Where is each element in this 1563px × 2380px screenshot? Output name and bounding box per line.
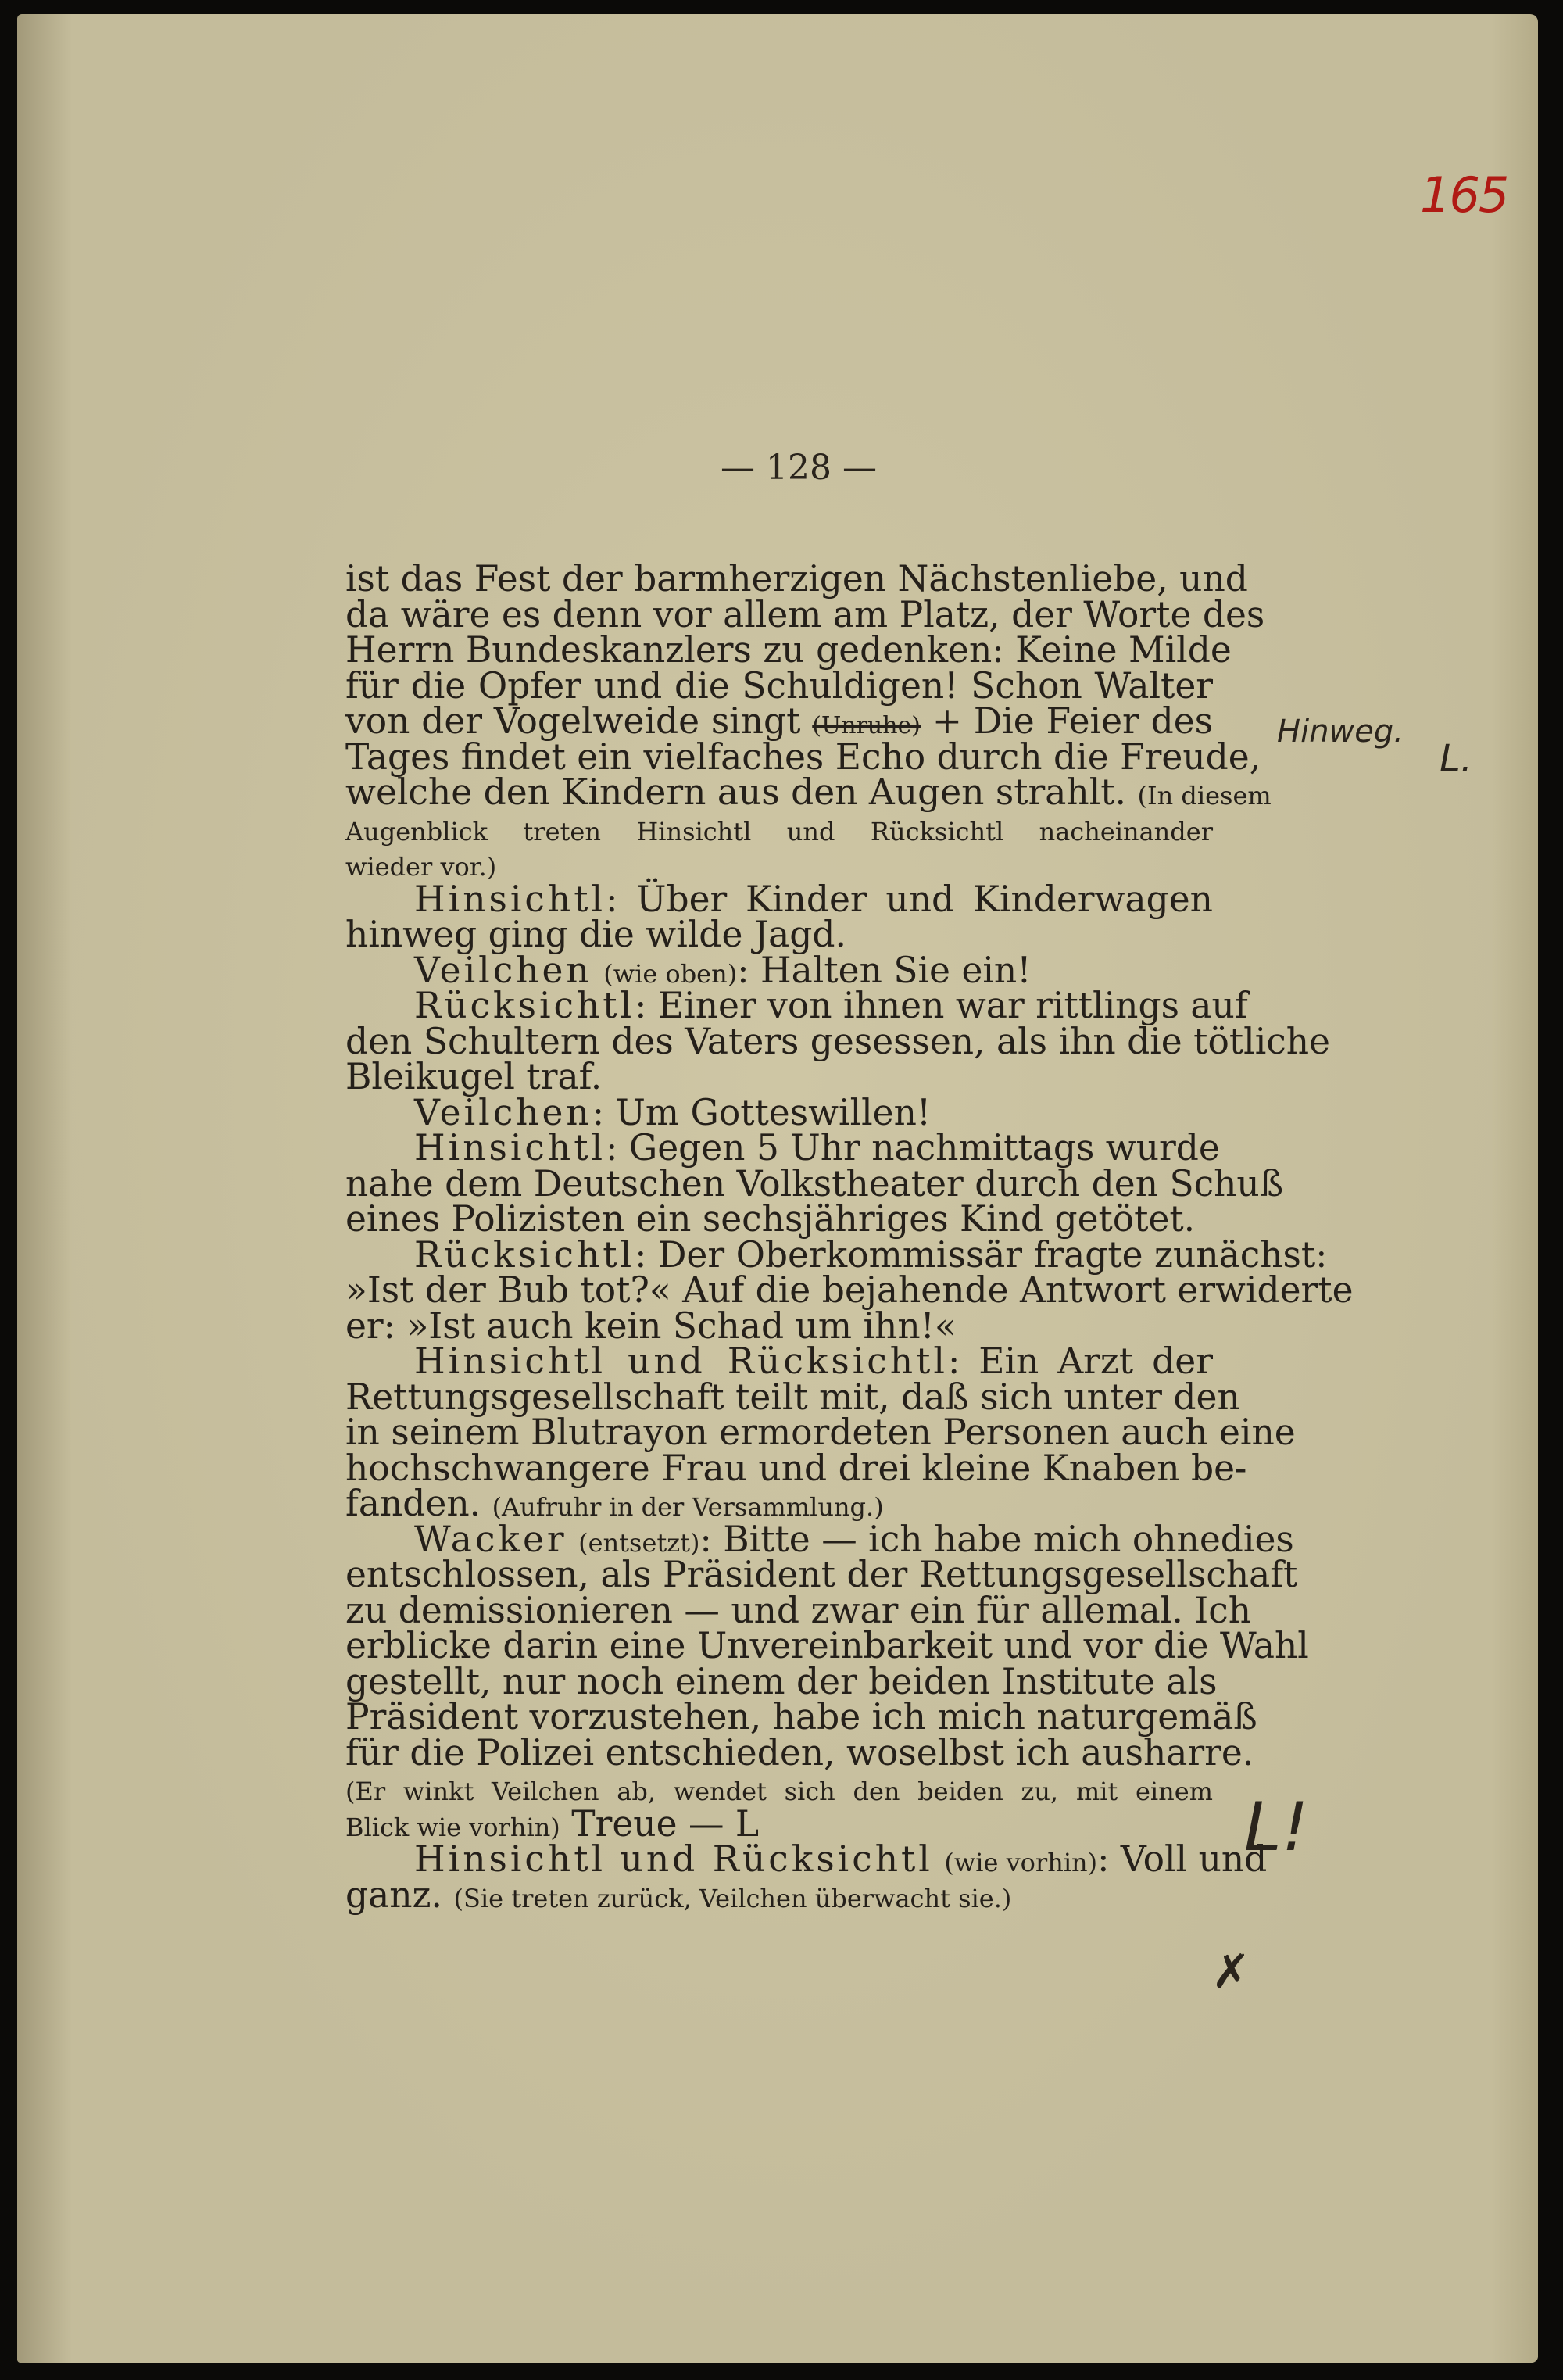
speaker-name: Wacker <box>414 1518 567 1560</box>
stage-direction: (entsetzt) <box>578 1527 700 1558</box>
text-line <box>345 735 1261 778</box>
text-segment: : Bitte — ich habe mich ohnedies <box>699 1518 1294 1560</box>
text-line <box>345 1269 1354 1311</box>
speaker-name: Rücksichtl <box>414 985 635 1026</box>
page-number: — 128 — <box>721 448 877 488</box>
text-segment: : Der Oberkommissär fragte zunächst: <box>635 1233 1328 1276</box>
text-segment: : Gegen 5 Uhr nachmittags wurde <box>606 1127 1220 1169</box>
text-line <box>345 593 1265 635</box>
speaker-name: Veilchen <box>414 949 592 991</box>
stage-direction: wieder vor.) <box>345 852 497 882</box>
text-segment: + Die Feier des <box>921 700 1213 742</box>
text-segment: er: »Ist auch kein Schad um ihn!« <box>345 1305 957 1347</box>
text-line <box>345 1483 1213 1524</box>
text-segment: ganz. <box>345 1874 454 1916</box>
text-line <box>345 1625 1309 1666</box>
text-line <box>345 811 1213 846</box>
stage-direction: (Aufruhr in der Versammlung.) <box>492 1492 884 1522</box>
stage-direction: (wie vorhin) <box>944 1848 1098 1877</box>
text-line <box>345 1696 1257 1738</box>
text-segment: : Einer von ihnen war rittlings auf <box>635 985 1248 1026</box>
text-line <box>345 1660 1218 1702</box>
text-segment: hinweg ging die wilde Jagd. <box>345 914 846 955</box>
speaker-name: Veilchen <box>414 1091 592 1133</box>
folio-number: 165 <box>1420 166 1508 224</box>
stage-direction: Blick wie vorhin) <box>345 1812 560 1842</box>
text-line <box>345 1731 1254 1773</box>
text-line <box>345 1874 1213 1916</box>
text-line <box>345 1233 1328 1276</box>
text-line <box>345 1770 1213 1806</box>
text-segment: gestellt, nur noch einem der beiden Institute als <box>345 1660 1218 1702</box>
text-segment: Bleikugel traf. <box>345 1056 603 1097</box>
stage-direction: (Sie treten zurück, Veilchen überwacht sie.) <box>453 1883 1012 1913</box>
text-segment: »Ist der Bub tot?« Auf die bejahende Antwort erwiderte <box>345 1269 1354 1311</box>
speaker-name: Rücksichtl <box>414 1233 635 1276</box>
text-line <box>345 914 1213 955</box>
text-line <box>345 1020 1330 1062</box>
struck-text: (Unruhe) <box>812 712 921 739</box>
margin-note-l-2: L! <box>1244 1788 1309 1866</box>
text-line <box>345 1802 1213 1845</box>
stage-direction: (wie oben) <box>603 958 738 989</box>
text-line <box>345 1056 1213 1097</box>
margin-note-mark: ✗ <box>1211 1945 1251 1999</box>
text-segment: Herrn Bundeskanzlers zu gedenken: Keine Milde <box>345 629 1232 671</box>
text-line <box>345 878 1213 920</box>
stage-direction: (Er winkt Veilchen ab, wendet sich den beiden zu, mit einem <box>345 1777 1213 1806</box>
text-segment: : Halten Sie ein! <box>737 949 1032 991</box>
text-line <box>345 1376 1240 1418</box>
text-line <box>345 1838 1268 1880</box>
text-line <box>345 1340 1213 1382</box>
margin-note-l-1: L. <box>1440 737 1472 781</box>
text-segment: für die Opfer und die Schuldigen! Schon Walter <box>345 664 1213 707</box>
text-line <box>345 629 1232 671</box>
text-segment: da wäre es denn vor allem am Platz, der Worte des <box>345 593 1265 635</box>
text-segment: eines Polizisten ein sechsjähriges Kind getötet. <box>345 1198 1196 1240</box>
text-line <box>345 1091 1213 1133</box>
text-segment: : Über Kinder und Kinderwagen <box>606 878 1213 920</box>
text-line <box>345 700 1213 742</box>
stage-direction: (In diesem <box>1137 781 1272 811</box>
text-line <box>345 1162 1284 1204</box>
speaker-name: Hinsichtl und Rücksichtl <box>414 1340 948 1382</box>
text-line <box>345 949 1213 991</box>
text-segment: in seinem Blutrayon ermordeten Personen auch eine <box>345 1412 1296 1453</box>
text-segment <box>933 1838 944 1880</box>
body-text <box>345 558 1354 1916</box>
text-line <box>345 664 1213 707</box>
text-segment: Tages findet ein vielfaches Echo durch die Freude, <box>345 735 1261 778</box>
text-segment: fanden. <box>345 1483 492 1524</box>
stage-direction: Augenblick treten Hinsichtl und Rücksichtl nacheinander <box>345 816 1213 846</box>
text-line <box>345 558 1248 599</box>
text-segment: : Voll und <box>1097 1838 1268 1880</box>
text-segment: für die Polizei entschieden, woselbst ich ausharre. <box>345 1731 1254 1773</box>
text-segment: Präsident vorzustehen, habe ich mich naturgemäß <box>345 1696 1257 1738</box>
text-segment: entschlossen, als Präsident der Rettungsgesellschaft <box>345 1554 1298 1595</box>
text-line <box>345 1518 1294 1560</box>
text-line <box>345 1198 1213 1240</box>
text-line <box>345 1589 1252 1631</box>
speaker-name: Hinsichtl <box>414 1127 606 1169</box>
text-line <box>345 985 1248 1026</box>
text-line <box>345 1412 1296 1453</box>
text-line <box>345 846 1213 882</box>
speaker-name: Hinsichtl und Rücksichtl <box>414 1838 933 1880</box>
text-segment: zu demissionieren — und zwar ein für allemal. Ich <box>345 1589 1252 1631</box>
text-segment: ist das Fest der barmherzigen Nächstenliebe, und <box>345 558 1248 599</box>
text-line <box>345 771 1272 813</box>
speaker-name: Hinsichtl <box>414 878 606 920</box>
text-line <box>345 1127 1220 1169</box>
margin-note-handwritten: Hinweg. <box>1277 714 1404 750</box>
text-segment: von der Vogelweide singt <box>345 700 813 742</box>
text-segment: nahe dem Deutschen Volkstheater durch den Schuß <box>345 1162 1284 1204</box>
book-page <box>17 14 1538 2363</box>
text-segment: hochschwangere Frau und drei kleine Knaben be- <box>345 1447 1247 1489</box>
text-segment: Treue — L <box>560 1802 760 1845</box>
text-segment: : Um Gotteswillen! <box>592 1091 932 1133</box>
text-segment: Rettungsgesellschaft teilt mit, daß sich unter den <box>345 1376 1240 1418</box>
text-line <box>345 1447 1247 1489</box>
text-segment: erblicke darin eine Unvereinbarkeit und vor die Wahl <box>345 1625 1309 1666</box>
text-segment: den Schultern des Vaters gesessen, als ihn die tötliche <box>345 1020 1330 1062</box>
text-segment: welche den Kindern aus den Augen strahlt. <box>345 771 1138 813</box>
text-segment: : Ein Arzt der <box>947 1340 1213 1382</box>
text-line <box>345 1305 1213 1347</box>
text-line <box>345 1554 1298 1595</box>
